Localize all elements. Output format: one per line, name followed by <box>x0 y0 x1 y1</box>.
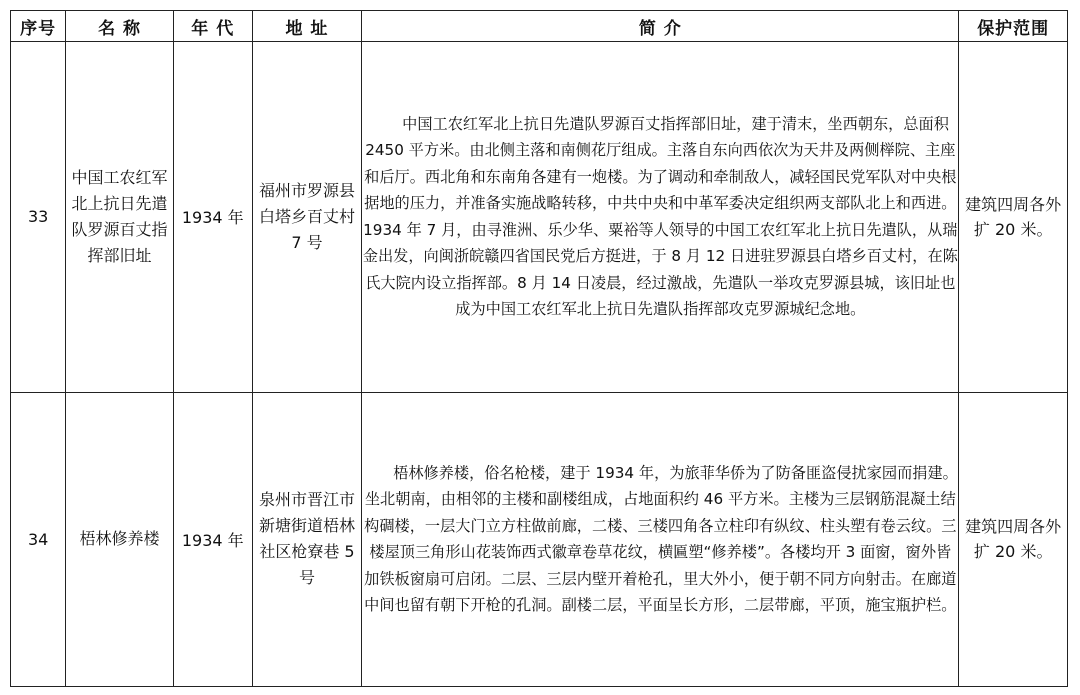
heritage-sites-table <box>10 10 1068 687</box>
row-scope: 建筑四周各外扩 20 米。 <box>959 42 1068 393</box>
row-era: 1934 年 <box>173 42 252 393</box>
header-intro: 简 介 <box>362 11 959 42</box>
table-row <box>11 42 1068 393</box>
row-era: 1934 年 <box>173 392 252 686</box>
row-name: 中国工农红军北上抗日先遣队罗源百丈指挥部旧址 <box>66 42 174 393</box>
table-header-row <box>11 11 1068 42</box>
row-intro: 梧林修养楼，俗名枪楼，建于 1934 年，为旅菲华侨为了防备匪盗侵扰家园而捐建。坐北朝南，由相邻的主楼和副楼组成，占地面积约 46 平方米。主楼为三层钢筋混凝土结构碉楼，一层大门立方柱做前廊，二楼、三楼四角各立柱印有纵纹、柱头塑有卷云纹。三楼屋顶三角形山花装饰西式徽章卷草花纹，横匾塑“修养楼”。各楼均开 3 面窗，窗外皆加铁板窗扇可启闭。二层、三层内壁开着枪孔，里大外小，便于朝不同方向射击。在廊道中间也留有朝下开枪的孔洞。副楼二层，平面呈长方形，二层带廊，平顶，施宝瓶护栏。 <box>362 392 959 686</box>
header-address: 地 址 <box>252 11 362 42</box>
table-row <box>11 392 1068 686</box>
header-name: 名 称 <box>66 11 174 42</box>
row-scope: 建筑四周各外扩 20 米。 <box>959 392 1068 686</box>
row-intro: 中国工农红军北上抗日先遣队罗源百丈指挥部旧址，建于清末，坐西朝东，总面积 2450 平方米。由北侧主落和南侧花厅组成。主落自东向西依次为天井及两侧榉院、主座和后厅。西北角和东南角各建有一炮楼。为了调动和牵制敌人，减轻国民党军队对中央根据地的压力，并准备实施战略转移，中共中央和中革军委决定组织两支部队北上和西进。1934 年 7 月，由寻淮洲、乐少华、粟裕等人领导的中国工农红军北上抗日先遣队，从瑞金出发，向闽浙皖赣四省国民党后方挺进，于 8 月 12 日进驻罗源县白塔乡百丈村，在陈氏大院内设立指挥部。8 月 14 日凌晨，经过激战，先遣队一举攻克罗源县城，该旧址也成为中国工农红军北上抗日先遣队指挥部攻克罗源城纪念地。 <box>362 42 959 393</box>
row-name: 梧林修养楼 <box>66 392 174 686</box>
row-address: 福州市罗源县白塔乡百丈村 7 号 <box>252 42 362 393</box>
header-scope: 保护范围 <box>959 11 1068 42</box>
row-address: 泉州市晋江市新塘街道梧林社区枪寮巷 5 号 <box>252 392 362 686</box>
row-index: 34 <box>11 392 66 686</box>
header-era: 年 代 <box>173 11 252 42</box>
header-index: 序号 <box>11 11 66 42</box>
row-index: 33 <box>11 42 66 393</box>
